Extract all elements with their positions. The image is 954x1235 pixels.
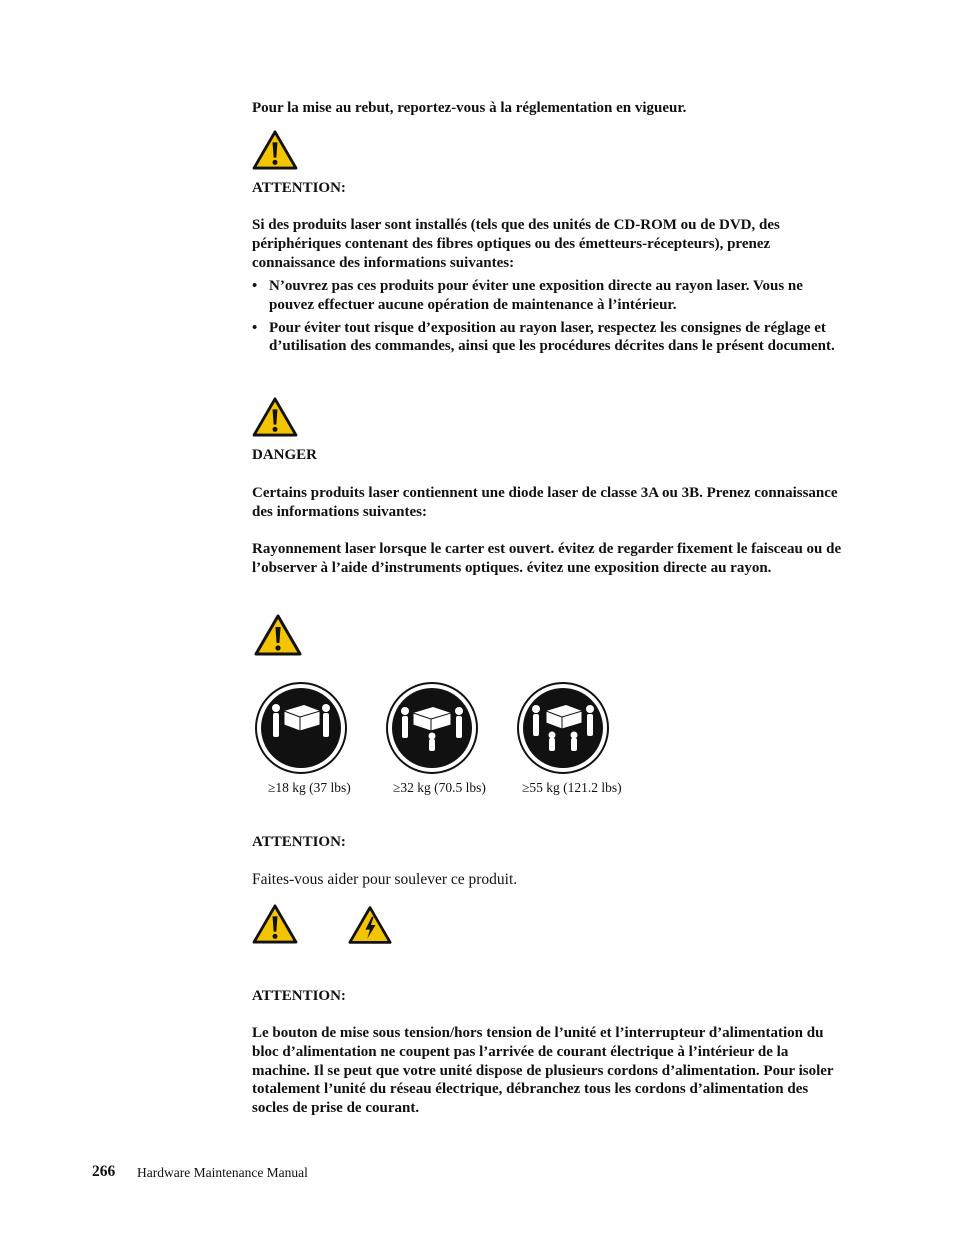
danger-heading: DANGER (252, 447, 318, 463)
laser-lead-text: Si des produits laser sont installés (tels que des unités de CD-ROM ou de DVD, des périphériques contenant des fibres optiques ou des émetteurs-récepteurs), prenez connaissance des informations suivantes: (252, 217, 780, 271)
intro-text: Pour la mise au rebut, reportez-vous à la réglementation en vigueur. (252, 100, 687, 116)
list-item: • N’ouvrez pas ces produits pour éviter une exposition directe au rayon laser. Vous ne pouvez effectuer aucune opération de maintenance à l’intérieur. (252, 277, 842, 315)
attention-heading-1: ATTENTION: (252, 180, 346, 196)
attention-heading-3: ATTENTION: (252, 988, 346, 1004)
page-number: 266 (92, 1163, 116, 1180)
laser-bullet-list (252, 277, 842, 360)
weight-caption-32kg: ≥32 kg (70.5 lbs) (393, 780, 486, 795)
electrical-hazard-icon (348, 905, 392, 945)
caution-triangle-icon (252, 904, 298, 944)
caution-triangle-icon (252, 397, 298, 437)
two-person-lift-icon (254, 681, 348, 775)
three-person-lift-icon (385, 681, 479, 775)
manual-title: Hardware Maintenance Manual (137, 1165, 308, 1180)
caution-triangle-icon (252, 130, 298, 170)
weight-caption-55kg: ≥55 kg (121.2 lbs) (522, 780, 622, 795)
lift-help-text: Faites-vous aider pour soulever ce produit. (252, 871, 518, 888)
list-item: • Pour éviter tout risque d’exposition au rayon laser, respectez les consignes de réglage et d’utilisation des commandes, ainsi que les procédures décrites dans le présent document. (252, 319, 842, 357)
weight-caption-18kg: ≥18 kg (37 lbs) (268, 780, 351, 795)
four-person-lift-icon (516, 681, 610, 775)
danger-paragraph-1: Certains produits laser contiennent une diode laser de classe 3A ou 3B. Prenez connaissance des informations suivantes: (252, 485, 838, 520)
caution-triangle-icon (252, 614, 304, 656)
attention-heading-2: ATTENTION: (252, 834, 346, 850)
power-warning-text: Le bouton de mise sous tension/hors tension de l’unité et l’interrupteur d’alimentation du bloc d’alimentation ne coupent pas l’arrivée de courant électrique à l’intérieur de la machine. Il se peut que votre unité dispose de plusieurs cordons d’alimentation. Pour isoler totalement l’unité du réseau électrique, débranchez tous les cordons d’alimentation des socles de prise de courant. (252, 1025, 834, 1117)
danger-paragraph-2: Rayonnement laser lorsque le carter est ouvert. évitez de regarder fixement le faisceau ou de l’observer à l’aide d’instruments optiques. évitez une exposition directe au rayon. (252, 541, 842, 576)
